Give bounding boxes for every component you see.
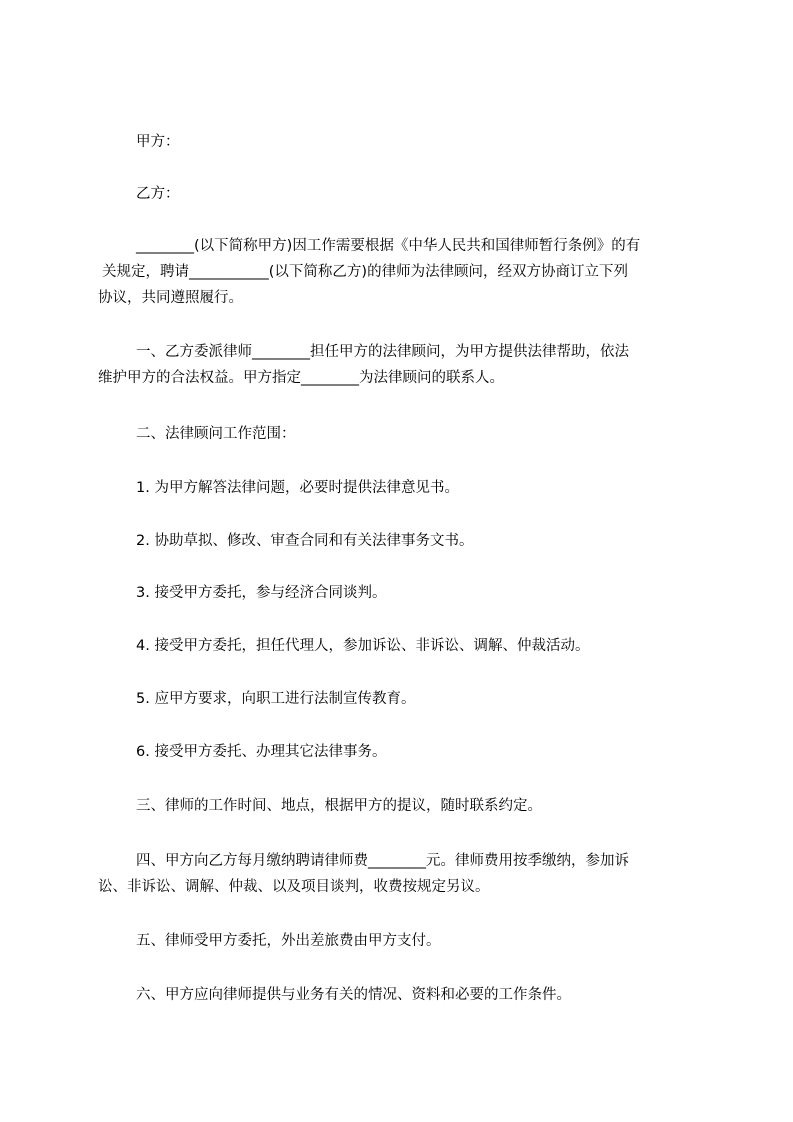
- intro-line-3: 协议，共同遵照履行。: [98, 290, 243, 306]
- scope-item-6: 6. 接受甲方委托、办理其它法律事务。: [136, 744, 387, 760]
- party-b-label: 乙方：: [136, 186, 180, 202]
- clause-5-text: 五、律师受甲方委托，外出差旅费由甲方支付。: [136, 933, 441, 949]
- scope-item-5: 5. 应甲方要求，向职工进行法制宣传教育。: [136, 691, 416, 707]
- clause-3-paragraph: [136, 793, 698, 819]
- scope-item-4: 4. 接受甲方委托，担任代理人，参加诉讼、非诉讼、调解、仲裁活动。: [136, 638, 590, 654]
- clause-4-line-1: 四、甲方向乙方每月缴纳聘请律师费________元。律师费用按季缴纳，参加诉: [136, 853, 629, 869]
- scope-item: [136, 686, 698, 712]
- scope-item-2: 2. 协助草拟、修改、审查合同和有关法律事务文书。: [136, 533, 474, 549]
- clause-1-line-1: 一、乙方委派律师________担任甲方的法律顾问，为甲方提供法律帮助，依法: [136, 344, 629, 360]
- intro-paragraph: [98, 233, 698, 311]
- party-b-line: [136, 181, 698, 207]
- clause-2-title: [136, 421, 698, 447]
- clause-1-paragraph: [98, 339, 698, 391]
- scope-item: [136, 528, 698, 554]
- scope-item: [136, 633, 698, 659]
- scope-item: [136, 739, 698, 765]
- scope-item-3: 3. 接受甲方委托，参与经济合同谈判。: [136, 585, 387, 601]
- clause-4-line-2: 讼、非诉讼、调解、仲裁、以及项目谈判，收费按规定另议。: [98, 879, 490, 895]
- clause-1-line-2: 维护甲方的合法权益。甲方指定________为法律顾问的联系人。: [98, 370, 504, 386]
- scope-item: [136, 580, 698, 606]
- party-a-label: 甲方：: [136, 134, 180, 150]
- clause-5-paragraph: [136, 928, 698, 954]
- clause-2-title-text: 二、法律顾问工作范围：: [136, 426, 296, 442]
- clause-4-paragraph: [98, 848, 698, 900]
- party-a-line: [136, 129, 698, 155]
- clause-6-paragraph: [136, 982, 698, 1008]
- clause-3-text: 三、律师的工作时间、地点，根据甲方的提议，随时联系约定。: [136, 798, 542, 814]
- intro-line-2: 关规定，聘请___________(以下简称乙方)的律师为法律顾问，经双方协商订立下列: [102, 264, 629, 280]
- scope-item-1: 1. 为甲方解答法律问题，必要时提供法律意见书。: [136, 480, 459, 496]
- intro-line-1: ________(以下简称甲方)因工作需要根据《中华人民共和国律师暂行条例》的有: [136, 238, 641, 254]
- clause-6-text: 六、甲方应向律师提供与业务有关的情况、资料和必要的工作条件。: [136, 987, 571, 1003]
- scope-item: [136, 475, 698, 501]
